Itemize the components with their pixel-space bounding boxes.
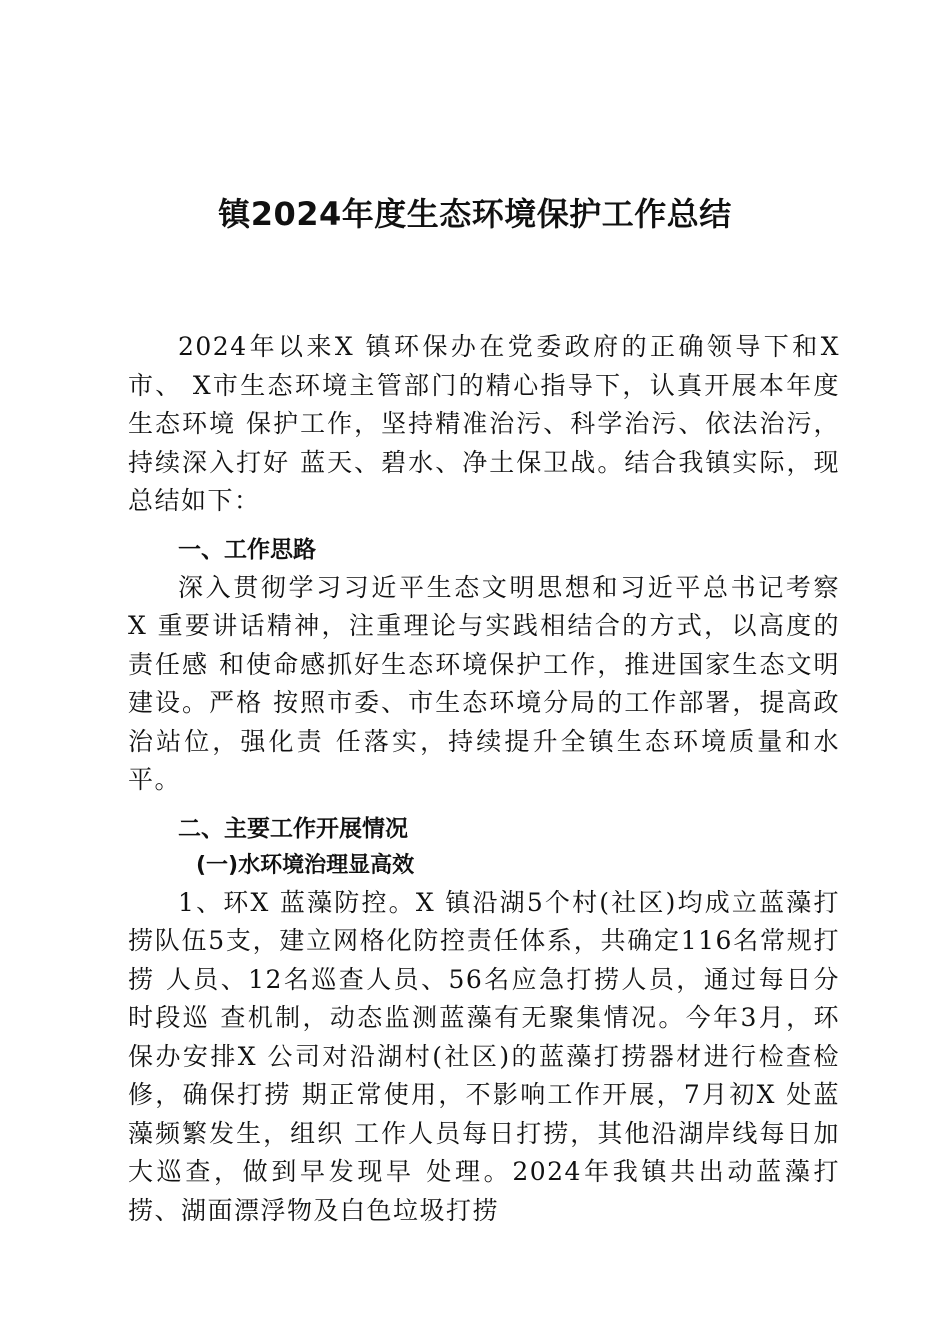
document-title: 镇2024年度生态环境保护工作总结 xyxy=(218,195,732,233)
section-2-subheading: (一)水环境治理显高效 xyxy=(196,852,415,878)
document-body xyxy=(128,328,840,1230)
section-2-paragraph: 1、环X 蓝藻防控。X 镇沿湖5个村(社区)均成立蓝藻打 捞队伍5支，建立网格化防控责任体系，共确定116名常规打捞 人员、12名巡查人员、56名应急打捞人员，通过每日分时段巡 查机制，动态监测蓝藻有无聚集情况。今年3月，环保办安排X 公司对沿湖村(社区)的蓝藻打捞器材进行检查检修，确保打捞 期正常使用，不影响工作开展，7月初X 处蓝藻频繁发生，组织 工作人员每日打捞，其他沿湖岸线每日加大巡查，做到早发现早 处理。2024年我镇共出动蓝藻打捞、湖面漂浮物及白色垃圾打捞 xyxy=(128,887,840,1225)
section-1-paragraph: 深入贯彻学习习近平生态文明思想和习近平总书记考察 X 重要讲话精神，注重理论与实践相结合的方式，以高度的责任感 和使命感抓好生态环境保护工作，推进国家生态文明建设。严格 按照市委、市生态环境分局的工作部署，提高政治站位，强化责 任落实，持续提升全镇生态环境质量和水平。 xyxy=(128,572,840,794)
intro-paragraph: 2024年以来X 镇环保办在党委政府的正确领导下和X市、 X市生态环境主管部门的精心指导下，认真开展本年度生态环境 保护工作，坚持精准治污、科学治污、依法治污，持续深入打好 蓝天、碧水、净土保卫战。结合我镇实际，现总结如下： xyxy=(128,332,840,515)
section-1-heading: 一、工作思路 xyxy=(178,536,316,563)
section-2-heading: 二、主要工作开展情况 xyxy=(178,815,408,842)
